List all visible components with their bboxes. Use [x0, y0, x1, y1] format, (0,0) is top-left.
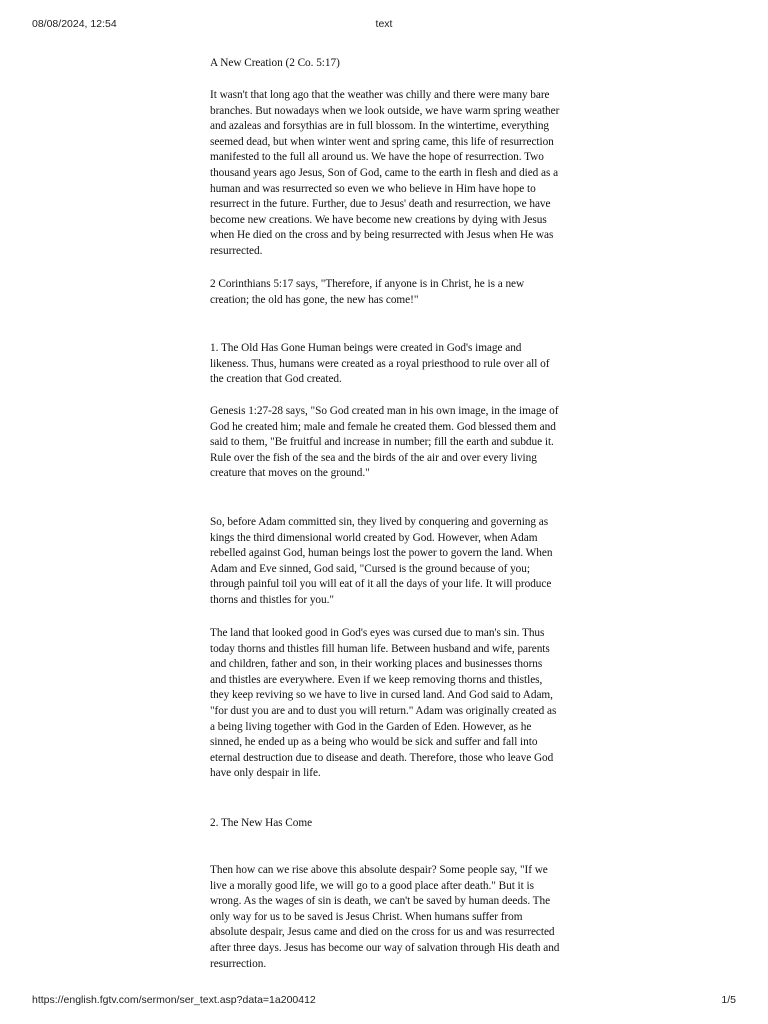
- paragraph-salvation: Then how can we rise above this absolute despair? Some people say, "If we live a morally good life, we will go to a good place after death." But it is wrong. As the wages of sin is death, we can't be saved by human deeds. The only way for us to be saved is Jesus Christ. When humans suffer from absolute despair, Jesus came and died on the cross for us and was resurrected after three days. Jesus has become our way of salvation through His death and resurrection.: [210, 864, 560, 970]
- paragraph-cursed-land: The land that looked good in God's eyes was cursed due to man's sin. Thus today thorns and thistles fill human life. Between husband and wife, parents and children, father and son, in their working places and businesses thorns and thistles are everywhere. Even if we keep removing thorns and thistles, they keep reviving so we have to live in cursed land. And God said to Adam, "for dust you are and to dust you will return." Adam was originally created as a being living together with God in the Garden of Eden. However, as he sinned, he ended up as a being who would be sick and suffer and fall into eternal destruction due to disease and death. Therefore, those who leave God have only despair in life.: [210, 627, 557, 780]
- paragraph-section-1: 1. The Old Has Gone Human beings were created in God's image and likeness. Thus, humans were created as a royal priesthood to rule over all of the creation that God created.: [210, 342, 550, 386]
- print-page-title: text: [375, 18, 393, 30]
- print-datetime: 08/08/2024, 12:54: [32, 18, 117, 30]
- print-footer: [0, 994, 768, 1008]
- print-header: [0, 18, 768, 32]
- paragraph-intro: It wasn't that long ago that the weather was chilly and there were many bare branches. But nowadays when we look outside, we have warm spring weather and azaleas and forsythias are in full blossom. In the wintertime, everything seemed dead, but when winter went and spring came, this life of resurrection manifested to the full all around us. We have the hope of resurrection. Two thousand years ago Jesus, Son of God, came to the earth in flesh and died as a human and was resurrected so even we who believe in Him have hope to resurrect in the future. Further, due to Jesus' death and resurrection, we have become new creations. We have become new creations by dying with Jesus when He died on the cross and by being resurrected with Jesus when He was resurrected.: [210, 89, 560, 257]
- paragraph-scripture-genesis: Genesis 1:27-28 says, "So God created man in his own image, in the image of God he created him; male and female he created them. God blessed them and said to them, "Be fruitful and increase in number; fill the earth and subdue it. Rule over the fish of the sea and the birds of the air and over every living creature that moves on the ground.": [210, 405, 559, 480]
- paragraph-adam-sin: So, before Adam committed sin, they lived by conquering and governing as kings the third dimensional world created by God. However, when Adam rebelled against God, human beings lost the power to govern the land. When Adam and Eve sinned, God said, "Cursed is the ground because of you; through painful toil you will eat of it all the days of your life. It will produce thorns and thistles for you.": [210, 516, 553, 606]
- paragraph-scripture-2co: 2 Corinthians 5:17 says, "Therefore, if anyone is in Christ, he is a new creation; the old has gone, the new has come!": [210, 278, 525, 306]
- document-heading: A New Creation (2 Co. 5:17): [210, 57, 340, 69]
- print-url: https://english.fgtv.com/sermon/ser_text.asp?data=1a200412: [32, 994, 316, 1006]
- section-heading-new: 2. The New Has Come: [210, 817, 313, 829]
- print-page-number: 1/5: [721, 994, 736, 1006]
